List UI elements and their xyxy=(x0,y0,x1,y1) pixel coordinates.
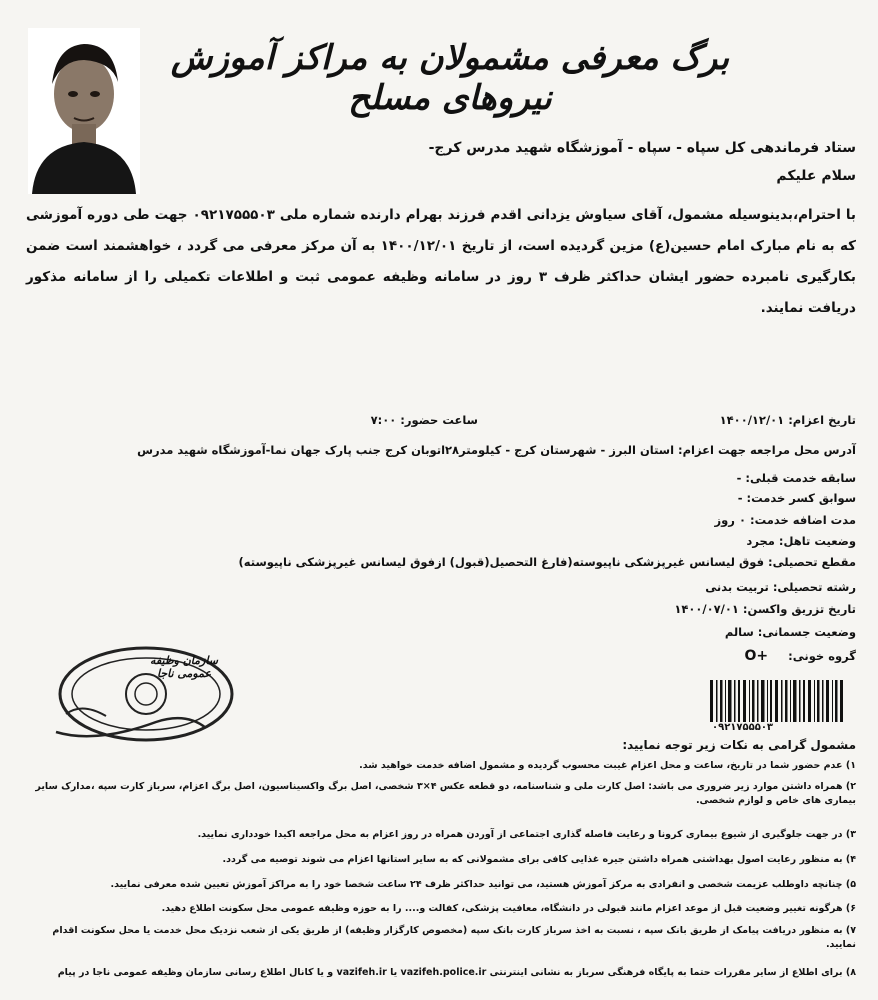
note-item: ۸) برای اطلاع از سایر مقررات حتما به پایگاه فرهنگی سرباز به نشانی اینترنتی vazifeh.police.ir یا vazifeh.ir و یا کانال اطلاع رسانی سازمان وظیفه عمومی ناجا در پیام xyxy=(57,967,856,978)
health-status: وضعیت جسمانی: سالم xyxy=(724,625,856,639)
note-item: ۱) عدم حضور شما در تاریخ، ساعت و محل اعزام غیبت محسوب گردیده و مشمول اضافه خدمت خواهید شد. xyxy=(359,760,856,771)
document-title: برگ معرفی مشمولان به مراکز آموزش نیروهای مسلح xyxy=(170,38,730,118)
note-item: ۲) همراه داشتن موارد زیر ضروری می باشد: اصل کارت ملی و شناسنامه، دو قطعه عکس ۴×۳ شخصی، اصل برگ واکسیناسیون، اصل برگ اعزام، سرباز کارت سپه ،مدارک سایر بیماری های خاص و لوازم شخصی. xyxy=(35,781,856,806)
note-item: ۷) به منظور دریافت پیامک از طریق بانک سپه ، نسبت به اخذ سرباز کارت بانک سپه (مخصوص کارگزار وظیفه) از طریق یکی از شعب نزدیک محل خدمت یا محل سکونت اقدام نمایید. xyxy=(52,925,856,950)
note-item: ۵) چنانچه داوطلب عزیمت شخصی و انفرادی به مرکز آموزش هستید، می توانید حداکثر ظرف ۲۴ ساعت شخصا خود را به مراکز آموزش تعیین شده معرفی نمایید. xyxy=(110,879,856,890)
blood-group xyxy=(745,648,857,664)
blood-group-label: گروه خونی: xyxy=(788,649,856,663)
notes-title: مشمول گرامی به نکات زیر توجه نمایید: xyxy=(622,738,856,752)
note-item: ۶) هرگونه تغییر وضعیت قبل از موعد اعزام مانند قبولی در دانشگاه، معافیت پزشکی، کفالت و.... را به حوزه وظیفه عمومی محل سکونت اطلاع دهید. xyxy=(161,903,856,914)
note-item: ۳) در جهت جلوگیری از شیوع بیماری کرونا و رعایت فاصله گذاری اجتماعی از آوردن همراه در روز اعزام به محل مراجعه اکیدا خودداری نمایید. xyxy=(197,829,856,840)
recipient-line: ستاد فرماندهی کل سپاه - سپاه - آموزشگاه شهید مدرس کرج- xyxy=(428,140,856,156)
barcode-number: ۰۹۲۱۷۵۵۵۰۳ xyxy=(712,722,774,733)
address: آدرس محل مراجعه جهت اعزام: استان البرز - شهرستان کرج - کیلومتر۲۸اتوبان کرج جنب پارک جهان نما-آموزشگاه شهید مدرس xyxy=(137,443,856,457)
greeting: سلام علیکم xyxy=(776,168,856,184)
education-level: مقطع تحصیلی: فوق لیسانس غیرپزشکی ناپیوسته(فارغ التحصیل(قبول) ازفوق لیسانس غیرپزشکی ناپیوسته) xyxy=(238,555,856,569)
note-item: ۴) به منظور رعایت اصول بهداشتی همراه داشتن جیره غذایی کافی برای مشمولانی که به سایر استانها اعزام می شوند توصیه می گردد. xyxy=(222,854,856,865)
vaccine-date: تاریخ تزریق واکسن: ۱۴۰۰/۰۷/۰۱ xyxy=(674,602,856,616)
service-deductions: سوابق کسر خدمت: - xyxy=(737,491,856,505)
extra-service: مدت اضافه خدمت: ۰ روز xyxy=(714,513,856,527)
letter-body: با احترام،بدینوسیله مشمول، آقای سیاوش یزدانی اقدم فرزند بهرام دارنده شماره ملی ۰۹۲۱۷۵۵۵۰۳ جهت طی دوره آموزشی که به نام مبارک امام حسین(ع) مزین گردیده است، از تاریخ ۱۴۰۰/۱۲/۰۱ به آن مرکز معرفی می گردد ، خواهشمند است ضمن بکارگیری نامبرده حضور ایشان حداکثر ظرف ۳ روز در سامانه وظیفه عمومی ثبت و اطلاعات تکمیلی را از سامانه مذکور دریافت نمایند. xyxy=(26,207,857,316)
applicant-photo xyxy=(28,28,140,194)
dispatch-date: تاریخ اعزام: ۱۴۰۰/۱۲/۰۱ xyxy=(719,413,856,427)
marital-status: وضعیت تاهل: مجرد xyxy=(746,534,856,548)
prior-service: سابقه خدمت قبلی: - xyxy=(736,471,856,485)
blood-group-value: O+ xyxy=(744,648,769,664)
stamp-text: سازمان وظیفه عمومی ناجا xyxy=(150,654,218,680)
field-of-study: رشته تحصیلی: تربیت بدنی xyxy=(705,580,856,594)
official-stamp xyxy=(36,642,236,752)
arrival-time: ساعت حضور: ۷:۰۰ xyxy=(370,413,478,427)
barcode xyxy=(710,680,845,722)
